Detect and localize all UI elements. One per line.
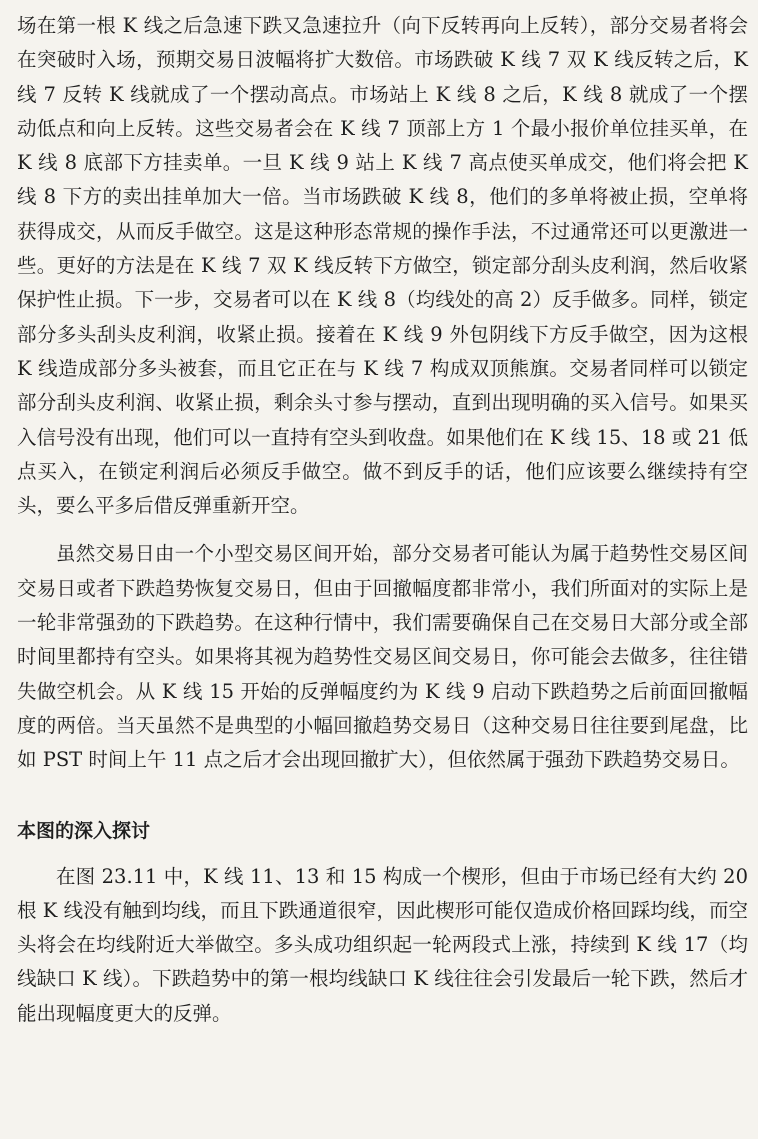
body-paragraph: 虽然交易日由一个小型交易区间开始，部分交易者可能认为属于趋势性交易区间交易日或者下跌趋势恢复交易日，但由于回撤幅度都非常小，我们所面对的实际上是一轮非常强劲的下跌趋势。在这种行情中，我们需要确保自己在交易日大部分或全部时间里都持有空头。如果将其视为趋势性交易区间交易日，你可能会去做多，往往错失做空机会。从 K 线 15 开始的反弹幅度约为 K 线 9 启动下跌趋势之后前面回撤幅度的两倍。当天虽然不是典型的小幅回撤趋势交易日（这种交易日往往要到尾盘，比如 PST 时间上午 11 点之后才会出现回撤扩大），但依然属于强劲下跌趋势交易日。 xyxy=(17,542,748,772)
section-heading: 本图的深入探讨 xyxy=(17,819,151,842)
body-paragraph-continued: 场在第一根 K 线之后急速下跌又急速拉升（向下反转再向上反转），部分交易者将会在突破时入场，预期交易日波幅将扩大数倍。市场跌破 K 线 7 双 K 线反转之后，K 线 7 反转 K 线就成了一个摆动高点。市场站上 K 线 8 之后，K 线 8 就成了一个摆动低点和向上反转。这些交易者会在 K 线 7 顶部上方 1 个最小报价单位挂买单，在 K 线 8 底部下方挂卖单。一旦 K 线 9 站上 K 线 7 高点使买单成交，他们将会把 K 线 8 下方的卖出挂单加大一倍。当市场跌破 K 线 8，他们的多单将被止损，空单将获得成交，从而反手做空。这是这种形态常规的操作手法，不过通常还可以更激进一些。更好的方法是在 K 线 7 双 K 线反转下方做空，锁定部分刮头皮利润，然后收紧保护性止损。下一步，交易者可以在 K 线 8（均线处的高 2）反手做多。同样，锁定部分多头刮头皮利润，收紧止损。接着在 K 线 9 外包阴线下方反手做空，因为这根 K 线造成部分多头被套，而且它正在与 K 线 7 构成双顶熊旗。交易者同样可以锁定部分刮头皮利润、收紧止损，剩余头寸参与摆动，直到出现明确的买入信号。如果买入信号没有出现，他们可以一直持有空头到收盘。如果他们在 K 线 15、18 或 21 低点买入，在锁定利润后必须反手做空。做不到反手的话，他们应该要么继续持有空头，要么平多后借反弹重新开空。 xyxy=(17,14,748,518)
section-paragraph: 在图 23.11 中，K 线 11、13 和 15 构成一个楔形，但由于市场已经有大约 20 根 K 线没有触到均线，而且下跌通道很窄，因此楔形可能仅造成价格回踩均线，而空头将会在均线附近大举做空。多头成功组织起一轮两段式上涨，持续到 K 线 17（均线缺口 K 线）。下跌趋势中的第一根均线缺口 K 线往往会引发最后一轮下跌，然后才能出现幅度更大的反弹。 xyxy=(17,864,748,1025)
